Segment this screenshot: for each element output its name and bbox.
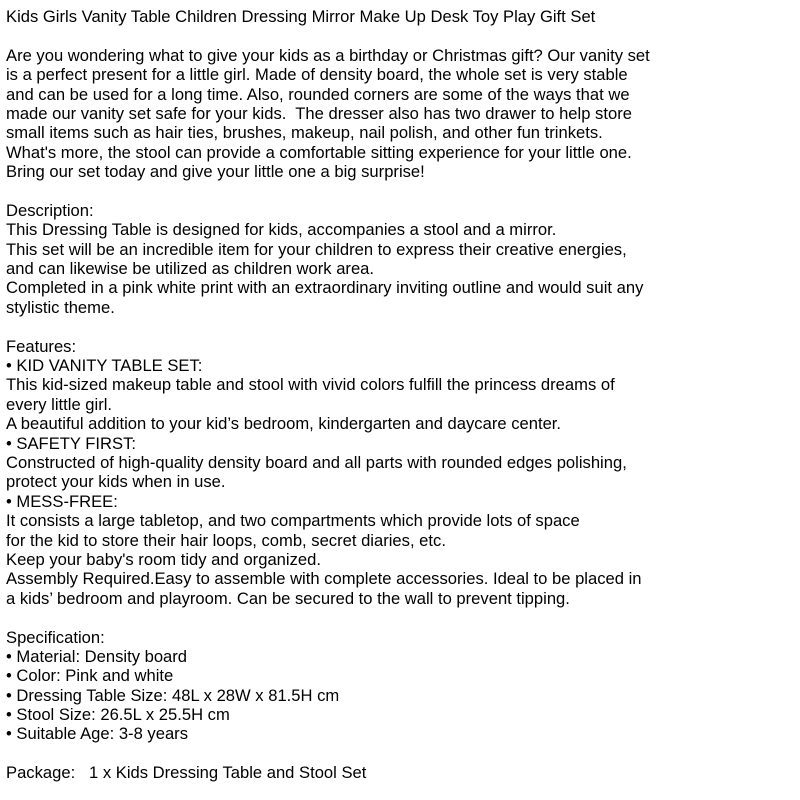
spacer [6, 26, 796, 45]
feature-line: Keep your baby's room tidy and organized. [6, 549, 321, 569]
description-line: and can likewise be utilized as children work area. [6, 259, 375, 279]
features-heading: Features: [6, 336, 77, 356]
spacer [6, 317, 796, 336]
intro-line: is a perfect present for a little girl. Made of density board, the whole set is very stable [6, 65, 628, 85]
feature-line: Constructed of high-quality density board and all parts with rounded edges polishing, [6, 452, 627, 472]
intro-paragraph [6, 46, 796, 182]
spacer [6, 744, 796, 763]
package-line: Package: 1 x Kids Dressing Table and Stool Set [6, 763, 367, 783]
specification-section [6, 628, 796, 744]
feature-line: for the kid to store their hair loops, comb, secret diaries, etc. [6, 530, 446, 550]
feature-bullet: • SAFETY FIRST: [6, 433, 136, 453]
spec-item: • Dressing Table Size: 48L x 28W x 81.5H cm [6, 685, 340, 705]
description-heading: Description: [6, 200, 94, 220]
description-line: Completed in a pink white print with an extraordinary inviting outline and would suit any [6, 278, 644, 298]
feature-bullet: • KID VANITY TABLE SET: [6, 356, 203, 376]
spec-item: • Suitable Age: 3-8 years [6, 724, 188, 744]
spacer [6, 608, 796, 627]
spec-item: • Material: Density board [6, 646, 188, 666]
feature-line: protect your kids when in use. [6, 472, 226, 492]
intro-line: small items such as hair ties, brushes, makeup, nail polish, and other fun trinkets. [6, 123, 603, 143]
intro-line: made our vanity set safe for your kids. The dresser also has two drawer to help store [6, 103, 632, 123]
spacer [6, 182, 796, 201]
feature-bullet: • MESS-FREE: [6, 491, 118, 511]
feature-line: a kids’ bedroom and playroom. Can be secured to the wall to prevent tipping. [6, 588, 570, 608]
feature-line: Assembly Required.Easy to assemble with complete accessories. Ideal to be placed in [6, 569, 642, 589]
description-section [6, 201, 796, 317]
intro-line: Are you wondering what to give your kids as a birthday or Christmas gift? Our vanity set [6, 45, 650, 65]
intro-line: and can be used for a long time. Also, rounded corners are some of the ways that we [6, 84, 630, 104]
feature-line: It consists a large tabletop, and two compartments which provide lots of space [6, 511, 580, 531]
product-description-document [6, 7, 796, 783]
product-title: Kids Girls Vanity Table Children Dressing Mirror Make Up Desk Toy Play Gift Set [6, 7, 596, 26]
description-line: This set will be an incredible item for your children to express their creative energies, [6, 239, 627, 259]
spec-item: • Stool Size: 26.5L x 25.5H cm [6, 705, 230, 725]
intro-line: Bring our set today and give your little one a big surprise! [6, 162, 425, 182]
feature-line: A beautiful addition to your kid’s bedroom, kindergarten and daycare center. [6, 414, 562, 434]
spec-item: • Color: Pink and white [6, 666, 174, 686]
specification-heading: Specification: [6, 627, 105, 647]
feature-line: This kid-sized makeup table and stool with vivid colors fulfill the princess dreams of [6, 375, 615, 395]
feature-line: every little girl. [6, 394, 113, 414]
description-line: This Dressing Table is designed for kids, accompanies a stool and a mirror. [6, 220, 557, 240]
description-line: stylistic theme. [6, 297, 115, 317]
features-section [6, 337, 796, 608]
intro-line: What's more, the stool can provide a comfortable sitting experience for your little one. [6, 142, 632, 162]
